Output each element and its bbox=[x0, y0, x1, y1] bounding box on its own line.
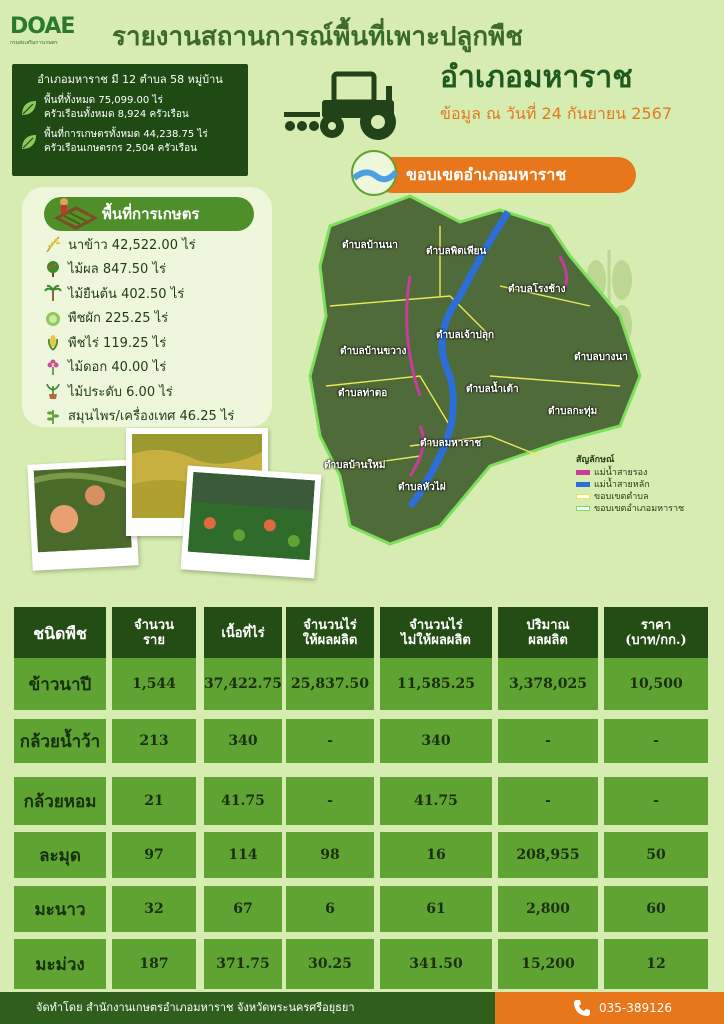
farmer-households: ครัวเรือนเกษตรกร 2,504 ครัวเรือน bbox=[44, 143, 197, 154]
area-rai-cell: 114 bbox=[204, 832, 282, 878]
ornamental-plant-icon bbox=[44, 382, 62, 400]
fruit-tree-icon bbox=[44, 260, 62, 278]
crop-area-label: ไม้ยืนต้น 402.50 ไร่ bbox=[68, 286, 185, 302]
table-row bbox=[14, 719, 712, 763]
logo-text: DOAE bbox=[10, 14, 75, 39]
crop-area-label: สมุนไพร/เครื่องเทศ 46.25 ไร่ bbox=[68, 409, 235, 425]
legend-swatch bbox=[576, 482, 590, 487]
tambon-label: ตำบลบ้านขวาง bbox=[340, 346, 407, 357]
nonproductive-rai-cell: 11,585.25 bbox=[380, 658, 492, 710]
map-title: ขอบเขตอำเภอมหาราช bbox=[374, 157, 636, 193]
nonproductive-rai-cell: 41.75 bbox=[380, 777, 492, 825]
production-volume-cell: 2,800 bbox=[498, 886, 598, 932]
crop-area-label: ไม้ผล 847.50 ไร่ bbox=[68, 262, 166, 278]
column-header-crop-name: ชนิดพืช bbox=[14, 607, 106, 659]
tambon-label: ตำบลบ้านนา bbox=[342, 240, 398, 251]
list-item bbox=[44, 281, 274, 306]
agri-area: พื้นที่การเกษตรทั้งหมด 44,238.75 ไร่ bbox=[44, 129, 208, 140]
list-item bbox=[44, 330, 274, 355]
phone-icon bbox=[573, 999, 591, 1017]
area-rai-cell: 340 bbox=[204, 719, 282, 763]
household-count-cell: 187 bbox=[112, 939, 196, 989]
area-rai-cell: 67 bbox=[204, 886, 282, 932]
summary-row bbox=[20, 94, 240, 122]
household-count-cell: 21 bbox=[112, 777, 196, 825]
crop-area-label: ไม้ประดับ 6.00 ไร่ bbox=[68, 384, 173, 400]
leaf-icon bbox=[20, 99, 38, 117]
tambon-label: ตำบลท่าตอ bbox=[338, 388, 388, 399]
price-cell: 10,500 bbox=[604, 658, 708, 710]
list-item bbox=[44, 306, 274, 331]
palm-tree-icon bbox=[44, 284, 62, 302]
price-cell: 50 bbox=[604, 832, 708, 878]
legend-label: แม่น้ำสายรอง bbox=[594, 468, 648, 478]
total-households: ครัวเรือนทั้งหมด 8,924 ครัวเรือน bbox=[44, 109, 189, 120]
crop-area-label: ไม้ดอก 40.00 ไร่ bbox=[68, 360, 167, 376]
crop-name-cell: ข้าวนาปี bbox=[14, 658, 106, 710]
column-header-productive-rai: จำนวนไร่ ให้ผลผลิต bbox=[286, 607, 374, 659]
tambon-label: ตำบลกะทุ่ม bbox=[548, 406, 598, 417]
photo-fruit bbox=[27, 459, 138, 570]
flower-icon bbox=[44, 358, 62, 376]
crop-area-label: พืชผัก 225.25 ไร่ bbox=[68, 311, 169, 327]
household-count-cell: 32 bbox=[112, 886, 196, 932]
crop-name-cell: กล้วยน้ำว้า bbox=[14, 719, 106, 763]
productive-rai-cell: 25,837.50 bbox=[286, 658, 374, 710]
production-volume-cell: - bbox=[498, 777, 598, 825]
legend-label: แม่น้ำสายหลัก bbox=[594, 480, 650, 490]
legend-label: ขอบเขตอำเภอมหาราช bbox=[594, 504, 685, 514]
list-item bbox=[44, 379, 274, 404]
logo-subtext: กรมส่งเสริมการเกษตร bbox=[10, 40, 58, 46]
map-legend bbox=[576, 452, 716, 514]
page-title: รายงานสถานการณ์พื้นที่เพาะปลูกพืช bbox=[112, 22, 523, 52]
tambon-label: ตำบลน้ำเต้า bbox=[466, 384, 519, 395]
price-cell: 12 bbox=[604, 939, 708, 989]
list-item bbox=[44, 404, 274, 429]
price-cell: - bbox=[604, 777, 708, 825]
fruit-image bbox=[34, 466, 132, 553]
crop-name-cell: มะม่วง bbox=[14, 939, 106, 989]
district-summary bbox=[12, 64, 248, 176]
area-rai-cell: 37,422.75 bbox=[204, 658, 282, 710]
production-volume-cell: - bbox=[498, 719, 598, 763]
legend-title: สัญลักษณ์ bbox=[576, 455, 615, 465]
crop-area-label: พืชไร่ 119.25 ไร่ bbox=[68, 335, 167, 351]
area-rai-cell: 371.75 bbox=[204, 939, 282, 989]
phone-number: 035-389126 bbox=[599, 1001, 673, 1015]
agri-area-title: พื้นที่การเกษตร bbox=[44, 197, 254, 231]
tambon-label: ตำบลบางนา bbox=[574, 352, 628, 363]
list-item bbox=[44, 232, 274, 257]
column-header-household-count: จำนวน ราย bbox=[112, 607, 196, 659]
crop-name-cell: ละมุด bbox=[14, 832, 106, 878]
crop-name-cell: กล้วยหอม bbox=[14, 777, 106, 825]
tambon-label: ตำบลหัวไผ่ bbox=[398, 482, 446, 493]
legend-item bbox=[576, 502, 716, 514]
herb-icon bbox=[44, 407, 62, 425]
table-row bbox=[14, 658, 712, 710]
list-item bbox=[44, 355, 274, 380]
column-header-area-rai: เนื้อที่ไร่ bbox=[204, 607, 282, 659]
productive-rai-cell: 6 bbox=[286, 886, 374, 932]
production-volume-cell: 3,378,025 bbox=[498, 658, 598, 710]
vegetable-icon bbox=[44, 309, 62, 327]
table-row bbox=[14, 777, 712, 825]
nonproductive-rai-cell: 61 bbox=[380, 886, 492, 932]
summary-row bbox=[20, 128, 240, 156]
table-header-row bbox=[14, 607, 712, 659]
household-count-cell: 1,544 bbox=[112, 658, 196, 710]
nonproductive-rai-cell: 341.50 bbox=[380, 939, 492, 989]
tambon-label: ตำบลโรงช้าง bbox=[508, 284, 566, 295]
crop-area-list bbox=[44, 232, 274, 428]
doae-logo bbox=[10, 14, 82, 54]
legend-swatch bbox=[576, 470, 590, 475]
price-cell: - bbox=[604, 719, 708, 763]
district-title: อำเภอมหาราช bbox=[440, 60, 633, 95]
column-header-nonproductive-rai: จำนวนไร่ ไม่ให้ผลผลิต bbox=[380, 607, 492, 659]
list-item bbox=[44, 257, 274, 282]
table-row bbox=[14, 832, 712, 878]
table-row bbox=[14, 939, 712, 989]
data-date: ข้อมูล ณ วันที่ 24 กันยายน 2567 bbox=[440, 104, 673, 123]
tractor-icon bbox=[282, 66, 410, 142]
table-row bbox=[14, 886, 712, 932]
rice-icon bbox=[44, 235, 62, 253]
productive-rai-cell: - bbox=[286, 777, 374, 825]
corn-icon bbox=[44, 333, 62, 351]
household-count-cell: 213 bbox=[112, 719, 196, 763]
productive-rai-cell: - bbox=[286, 719, 374, 763]
crop-name-cell: มะนาว bbox=[14, 886, 106, 932]
household-count-cell: 97 bbox=[112, 832, 196, 878]
production-volume-cell: 15,200 bbox=[498, 939, 598, 989]
tambon-label: ตำบลพิตเพียน bbox=[426, 246, 487, 257]
tambon-label: ตำบลเจ้าปลุก bbox=[436, 330, 495, 341]
nonproductive-rai-cell: 16 bbox=[380, 832, 492, 878]
column-header-production-volume: ปริมาณ ผลผลิต bbox=[498, 607, 598, 659]
legend-swatch bbox=[576, 494, 590, 499]
production-volume-cell: 208,955 bbox=[498, 832, 598, 878]
footer-phone-box bbox=[495, 992, 724, 1024]
footer bbox=[0, 992, 724, 1024]
leaf-icon bbox=[20, 133, 38, 151]
footer-credit: จัดทำโดย สำนักงานเกษตรอำเภอมหาราช จังหวัดพระนครศรีอยุธยา bbox=[36, 1001, 355, 1014]
productive-rai-cell: 30.25 bbox=[286, 939, 374, 989]
legend-label: ขอบเขตตำบล bbox=[594, 492, 649, 502]
total-area: พื้นที่ทั้งหมด 75,099.00 ไร่ bbox=[44, 95, 163, 106]
column-header-price: ราคา (บาท/กก.) bbox=[604, 607, 708, 659]
summary-headline: อำเภอมหาราช มี 12 ตำบล 58 หมู่บ้าน bbox=[37, 73, 223, 86]
tambon-label: ตำบลบ้านใหม่ bbox=[324, 460, 386, 471]
legend-swatch bbox=[576, 506, 590, 511]
area-rai-cell: 41.75 bbox=[204, 777, 282, 825]
crop-area-label: นาข้าว 42,522.00 ไร่ bbox=[68, 237, 196, 253]
farm-plot-icon bbox=[50, 192, 100, 234]
productive-rai-cell: 98 bbox=[286, 832, 374, 878]
price-cell: 60 bbox=[604, 886, 708, 932]
tambon-label: ตำบลมหาราช bbox=[420, 438, 482, 449]
nonproductive-rai-cell: 340 bbox=[380, 719, 492, 763]
